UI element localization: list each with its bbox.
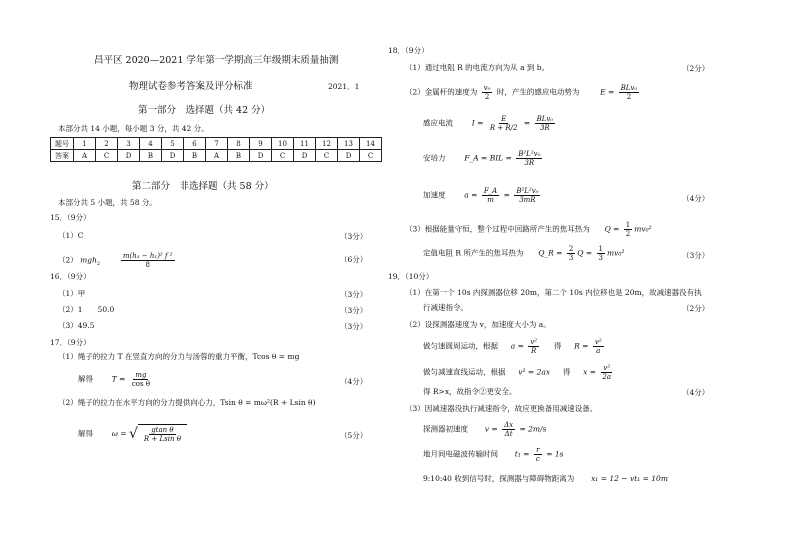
q19-kinematics: v² = 2ax <box>518 367 551 377</box>
table-cell: A <box>206 150 228 162</box>
q17-solve2 <box>78 424 187 444</box>
q18-heat-lhs: Q = <box>604 224 620 234</box>
table-cell: D <box>294 150 316 162</box>
q19-line4-text: 做匀减速直线运动，根据 <box>423 367 506 377</box>
q18-frac-i2 <box>535 115 556 132</box>
q17-line2: （2）绳子的拉力在水平方向的分力提供向心力，Tsin θ = mω²(R + Lsin θ) <box>58 398 316 407</box>
q16-line3: （3）49.5 <box>58 321 95 330</box>
q19-velocity-rhs: = 2m/s <box>519 424 547 434</box>
q18-frac-force <box>516 150 542 167</box>
q18-frac-a2 <box>514 187 540 204</box>
q19-line7 <box>423 421 546 438</box>
table-cell: 13 <box>338 138 360 150</box>
q19-frac-t <box>534 446 542 463</box>
q19-line3-text: 做匀速圆周运动，根据 <box>423 341 498 351</box>
q18-score1: （2分） <box>682 64 710 73</box>
q19-frac-a-den: R <box>531 347 537 355</box>
table-cell: 4 <box>140 138 162 150</box>
q18-frac-a2-den: 3mR <box>519 196 536 204</box>
q19-frac-a <box>528 338 539 355</box>
table-cell: C <box>96 150 118 162</box>
doc-date: 2021．1 <box>328 82 360 91</box>
part2-title: 第二部分 非选择题（共 58 分） <box>132 181 274 192</box>
q19-score1: （2分） <box>682 304 710 313</box>
q19-heading: 19．（10分） <box>388 272 434 281</box>
q18-line7 <box>423 245 624 262</box>
q17-score1: （4分） <box>340 377 368 386</box>
page-subtitle: 物理试卷参考答案及评分标准 <box>129 81 253 92</box>
q18-frac-23-den: 3 <box>568 254 574 262</box>
table-cell: A <box>74 150 96 162</box>
table-cell: D <box>162 150 184 162</box>
q18-line1: （1）通过电阻 R 的电流方向为从 a 到 b。 <box>405 63 550 72</box>
q18-frac-i1 <box>488 115 520 132</box>
q18-frac-23 <box>567 245 575 262</box>
table-cell: 3 <box>118 138 140 150</box>
q18-line3-label: 感应电流 <box>423 118 453 128</box>
q18-frac-half <box>624 221 632 238</box>
q17-fraction2 <box>142 426 183 443</box>
q19-centripetal-lhs: a = <box>510 341 524 351</box>
q18-line7-text: 定值电阻 R 所产生的焦耳热为 <box>423 248 524 258</box>
q18-heat-rhs: mv₀² <box>634 224 652 234</box>
q18-frac-a1 <box>482 187 499 204</box>
answer-table <box>50 137 382 162</box>
q18-heading: 18．（9分） <box>388 46 429 55</box>
q17-solve1 <box>78 371 154 388</box>
q17-frac2-den: R + Lsin θ <box>143 435 181 443</box>
table-cell: D <box>118 150 140 162</box>
q15-fraction <box>121 252 175 269</box>
q18-frac-a2-num: B²L²v₀ <box>516 187 539 195</box>
table-cell: C <box>316 150 338 162</box>
page-title: 昌平区 2020—2021 学年第一学期高三年级期末质量抽测 <box>94 55 339 66</box>
q18-line3 <box>423 115 557 132</box>
q18-equals-2: = <box>503 190 510 200</box>
table-cell: 9 <box>250 138 272 150</box>
q15-heading: 15．（9分） <box>50 213 91 222</box>
q18-frac-i2-num: BLv₀ <box>536 115 554 123</box>
q19-time-lhs: t₁ = <box>514 449 530 459</box>
q18-line6-text: （3）根据能量守恒，整个过程中回路所产生的焦耳热为 <box>405 224 590 234</box>
table-cell: 8 <box>228 138 250 150</box>
q18-equals: = <box>523 118 531 128</box>
table-cell: B <box>228 150 250 162</box>
table-cell: B <box>140 150 162 162</box>
q18-current-lhs: I = <box>471 118 484 128</box>
q18-frac-v-den: 2 <box>484 93 490 101</box>
q17-heading: 17．（9分） <box>50 338 91 347</box>
q17-frac1-num: mg <box>135 371 147 379</box>
table-cell: 2 <box>96 138 118 150</box>
table-cell: D <box>338 150 360 162</box>
q18-frac-v <box>482 84 493 101</box>
q19-score2: （4分） <box>682 388 710 397</box>
q19-frac-t-den: c <box>535 455 540 463</box>
q19-radius-lhs: R = <box>574 341 589 351</box>
table-cell: D <box>250 150 272 162</box>
q18-frac-13 <box>597 245 605 262</box>
table-cell: 答案 <box>51 150 74 162</box>
q18-frac-13-num: 1 <box>598 245 603 253</box>
q17-eq1-lhs: T = <box>111 374 126 384</box>
q18-line5-label: 加速度 <box>423 190 446 200</box>
q18-frac-half-num: 1 <box>625 221 631 229</box>
q19-line3 <box>423 338 606 355</box>
q19-line9 <box>423 474 668 483</box>
q18-line2 <box>405 84 641 101</box>
q19-line9-text: 9:10:40 收到信号时，探测器与障碍物距离为 <box>423 474 575 483</box>
q17-frac2-num: gtan θ <box>151 426 174 434</box>
q19-frac-t-num: r <box>536 446 540 454</box>
q18-accel-lhs: a = <box>464 190 478 200</box>
table-cell: B <box>184 150 206 162</box>
q19-time-rhs: = 1s <box>546 449 564 459</box>
q18-frac-i1-num: E <box>501 115 507 123</box>
q18-score3: （3分） <box>682 251 710 260</box>
q16-heading: 16．（9分） <box>50 272 91 281</box>
q15-line1: （1）C <box>58 231 84 240</box>
q18-line4-label: 安培力 <box>423 153 446 163</box>
q18-line6 <box>405 221 652 238</box>
q18-line2-text-b: 时，产生的感应电动势为 <box>496 87 580 97</box>
table-cell: 1 <box>74 138 96 150</box>
q16-line1: （1）甲 <box>58 289 86 298</box>
q19-line7-label: 探测器初速度 <box>423 424 468 434</box>
table-cell: 6 <box>184 138 206 150</box>
q19-line8-label: 地月间电磁波传输时间 <box>423 449 498 459</box>
q18-frac-i1-den: R + R/2 <box>489 124 518 132</box>
q17-solve1-label: 解得 <box>78 374 93 384</box>
q17-frac1-den: cos θ <box>131 380 151 388</box>
q19-frac-v-num: Δx <box>504 421 514 429</box>
table-cell: 14 <box>360 138 382 150</box>
table-cell: 7 <box>206 138 228 150</box>
table-cell: 11 <box>294 138 316 150</box>
q19-line4 <box>423 364 615 381</box>
q18-force-lhs: F_A = BIL = <box>464 153 512 163</box>
q15-line2 <box>58 252 177 269</box>
part1-title: 第一部分 选择题（共 42 分） <box>138 105 271 116</box>
q18-frac-23-num: 2 <box>568 245 574 253</box>
q18-line4 <box>423 150 544 167</box>
q19-frac-a-num: v² <box>530 338 538 346</box>
q19-therefore-2: 得 <box>562 367 571 377</box>
table-cell: 5 <box>162 138 184 150</box>
q18-heatR-mid: Q = <box>577 248 593 258</box>
q18-frac-force-den: 3R <box>524 159 535 167</box>
part2-intro: 本部分共 5 小题，共 58 分。 <box>58 198 157 207</box>
q18-frac-force-num: B²L²v₀ <box>518 150 541 158</box>
q19-line6: （3）因减速器没执行减速指令，故应更换备用减速设备。 <box>405 404 598 413</box>
q15-expr-a: mgh <box>80 255 97 265</box>
q16-score3: （3分） <box>340 322 368 331</box>
q18-line2-text: （2）金属杆的速度为 <box>405 87 478 97</box>
q17-solve2-label: 解得 <box>78 429 93 438</box>
q19-frac-r-den: a <box>596 347 601 355</box>
q18-frac-emf-num: BLv₀ <box>620 84 638 92</box>
q19-line5: 得 R>x，故指令②更安全。 <box>423 387 517 396</box>
table-cell: C <box>272 150 294 162</box>
q19-frac-r-num: v² <box>594 338 602 346</box>
q16-line2: （2）1 50.0 <box>58 305 115 314</box>
q18-frac-v-num: v₀ <box>483 84 491 92</box>
table-row <box>51 150 382 162</box>
q15-expr-sub: 2 <box>96 261 101 267</box>
q18-score2: （4分） <box>682 194 710 203</box>
q19-frac-v <box>502 421 515 438</box>
q16-score1: （3分） <box>340 290 368 299</box>
q18-line5 <box>423 187 542 204</box>
q19-line8 <box>423 446 563 463</box>
q18-frac-a1-den: m <box>487 196 494 204</box>
q18-frac-a1-num: F_A <box>483 187 498 195</box>
q19-frac-r <box>593 338 604 355</box>
q19-velocity-lhs: v = <box>484 424 498 434</box>
q19-line2: （2）设探测器速度为 v，加速度大小为 a。 <box>405 320 551 329</box>
q19-frac-x-num: v² <box>603 364 611 372</box>
q18-emf-lhs: E = <box>600 87 615 97</box>
q18-heatR-rhs: mv₀² <box>606 248 625 258</box>
q19-distance-result: x₁ = 12 − vt₁ = 10m <box>591 474 668 483</box>
part1-intro: 本部分共 14 小题，每小题 3 分，共 42 分。 <box>58 124 209 133</box>
table-cell: 12 <box>316 138 338 150</box>
q19-therefore-1: 得 <box>553 341 562 351</box>
q15-frac-num: m(h₃ − h₁)² f ² <box>122 252 173 260</box>
table-cell: 题号 <box>51 138 74 150</box>
q19-distance-lhs: x = <box>583 367 597 377</box>
q17-line1: （1）绳子的拉力 T 在竖直方向的分力与汤蓉的重力平衡，Tcos θ = mg <box>58 352 300 361</box>
q18-frac-13-den: 3 <box>598 254 603 262</box>
q18-frac-half-den: 2 <box>625 230 631 238</box>
q15-line2-label: （2） <box>58 255 78 265</box>
q15-score1: （3分） <box>340 232 368 241</box>
q18-frac-emf <box>619 84 640 101</box>
q18-frac-emf-den: 2 <box>626 93 632 101</box>
table-cell: 10 <box>272 138 294 150</box>
q17-fraction1 <box>130 371 152 388</box>
q19-line1: （1）在第一个 10s 内探测器位移 20m，第二个 10s 内位移也是 20m，故减速器没有执 <box>405 288 702 297</box>
q15-frac-den: 8 <box>145 261 150 269</box>
q19-frac-v-den: Δt <box>504 430 513 438</box>
q17-eq2-lhs: ω = <box>111 429 127 438</box>
q18-heatR-lhs: Q_R = <box>538 248 563 258</box>
q19-frac-x-den: 2a <box>602 373 612 381</box>
q15-score2: （6分） <box>340 255 368 264</box>
q17-score2: （5分） <box>340 431 368 440</box>
q19-line1b: 行减速指令。 <box>423 303 468 312</box>
q19-frac-x <box>600 364 613 381</box>
sqrt-sign: √ $\frac{\text{gtan θ}}{\text{R + Lsin θ}}$ <box>129 424 187 444</box>
q16-score2: （3分） <box>340 306 368 315</box>
table-row <box>51 138 382 150</box>
q18-frac-i2-den: 3R <box>539 124 550 132</box>
table-cell: C <box>360 150 382 162</box>
